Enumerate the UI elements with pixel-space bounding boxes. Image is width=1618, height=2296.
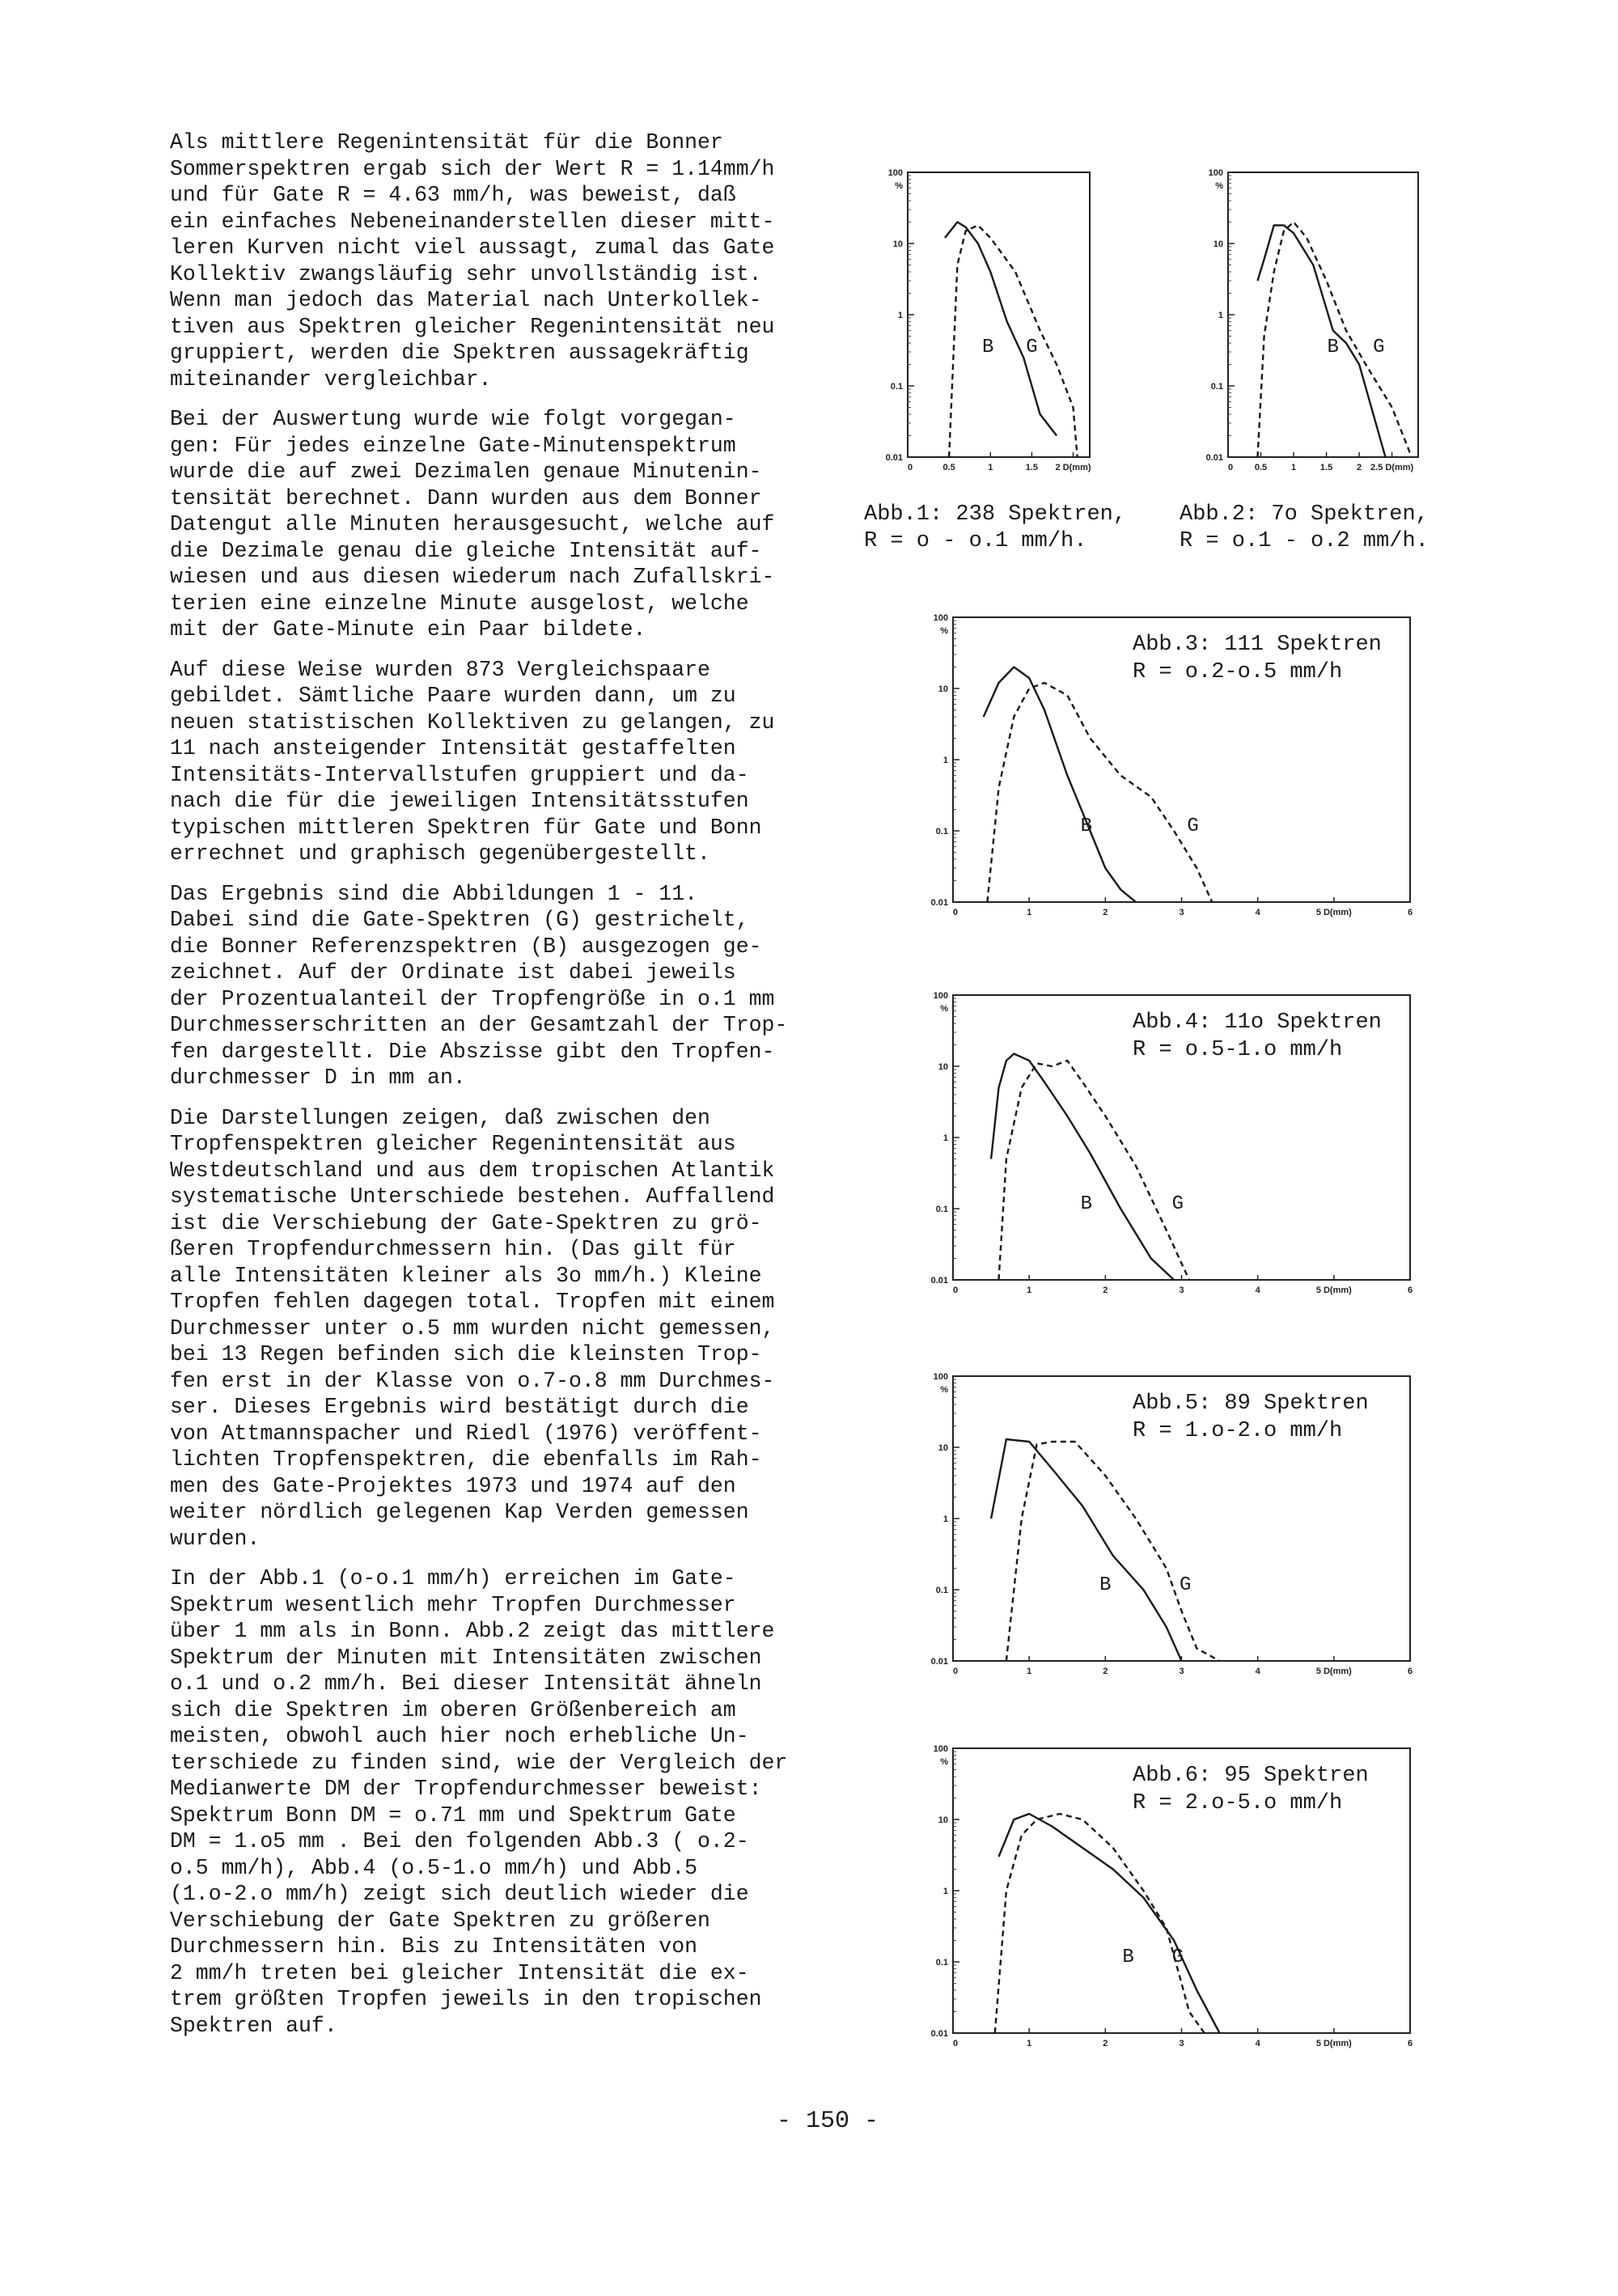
caption-abb1: Abb.1: 238 Spektren, R = o - o.1 mm/h.	[864, 502, 1127, 553]
series-gate-label: G	[1180, 1574, 1192, 1596]
x-tick-label: 1	[1290, 463, 1297, 472]
y-tick-label: 0.1	[935, 827, 948, 837]
chart-inset-label: R = 2.o-5.o mm/h	[1133, 1791, 1343, 1815]
series-gate-label: G	[1171, 1947, 1184, 1968]
x-tick-label: 6	[1407, 2039, 1413, 2048]
y-tick-label: 100	[1208, 168, 1223, 178]
y-tick-label: 0.1	[935, 1958, 948, 1968]
y-tick-label: 1	[897, 311, 903, 320]
y-tick-label: 0.1	[935, 1586, 948, 1595]
y-tick-label: %	[1215, 181, 1223, 191]
x-tick-label: 3	[1179, 1286, 1184, 1295]
x-tick-label: 5 D(mm)	[1315, 1667, 1352, 1676]
x-tick-label: 0	[953, 1667, 959, 1676]
x-tick-label: 0	[953, 908, 959, 917]
figure-abb3	[906, 603, 1432, 926]
x-tick-label: 1	[1027, 2039, 1032, 2048]
x-tick-label: 3	[1179, 1667, 1184, 1676]
series-bonn-line	[991, 1439, 1181, 1661]
y-tick-label: 10	[892, 239, 903, 249]
y-tick-label: 10	[1213, 239, 1223, 249]
caption-abb2: Abb.2: 7o Spektren, R = o.1 - o.2 mm/h.	[1180, 502, 1429, 553]
series-gate-line	[987, 683, 1212, 902]
chart-inset-label: R = o.5-1.o mm/h	[1133, 1038, 1343, 1062]
series-bonn-line	[991, 1054, 1174, 1281]
y-tick-label: 0.01	[930, 2029, 948, 2039]
x-tick-label: 1.5	[1025, 463, 1039, 472]
chart-abb4	[906, 981, 1432, 1304]
chart-abb5	[906, 1362, 1432, 1685]
x-tick-label: 6	[1407, 1286, 1413, 1295]
x-tick-label: 6	[1407, 908, 1413, 917]
chart-abb6	[906, 1734, 1432, 2057]
y-tick-label: 100	[933, 991, 948, 1001]
x-tick-label: 0	[908, 463, 913, 472]
y-tick-label: 0.01	[930, 1276, 948, 1286]
x-tick-label: 1	[1027, 1667, 1032, 1676]
chart-abb3	[906, 603, 1432, 926]
x-tick-label: 2	[1103, 2039, 1108, 2048]
figure-abb4	[906, 981, 1432, 1304]
x-tick-label: 1.5	[1319, 463, 1333, 472]
x-tick-label: 2	[1357, 463, 1362, 472]
y-tick-label: 0.1	[890, 382, 903, 392]
x-tick-label: 0	[1228, 463, 1234, 472]
x-tick-label: 2	[1103, 1667, 1108, 1676]
chart-inset-label: Abb.6: 95 Spektren	[1133, 1764, 1369, 1788]
paragraph: Die Darstellungen zeigen, daß zwischen den Tropfenspektren gleicher Regenintensität aus Westdeutschland und aus dem tropischen Atlantik systematische Unterschiede bestehen. Auffallend ist die Verschiebung der Gate-Spektren zu grö- ßeren Tropfendurchmessern hin. (Das gilt für alle Intensitäten kleiner als 3o mm/h.) Kleine Tropfen fehlen dagegen total. Tropfen mit einem Durchmesser unter o.5 mm wurden nicht gemessen, bei 13 Regen befinden sich die kleinsten Trop- fen erst in der Klasse von o.7-o.8 mm Durchmes- ser. Dieses Ergebnis wird bestätigt durch die von Attmannspacher und Riedl (1976) veröffent- lichten Tropfenspektren, die ebenfalls im Rah- men des Gate-Projektes 1973 und 1974 auf den weiter nördlich gelegenen Kap Verden gemessen wurden.	[170, 1105, 775, 1551]
series-gate-line	[995, 1814, 1205, 2033]
y-tick-label: 0.01	[885, 453, 903, 463]
y-tick-label: %	[940, 1757, 948, 1767]
series-gate-line	[1006, 1442, 1220, 1661]
x-tick-label: 0	[953, 2039, 959, 2048]
series-bonn-label: B	[1327, 337, 1339, 359]
x-tick-label: 0	[953, 1286, 959, 1295]
y-tick-label: 10	[938, 684, 948, 694]
plot-frame	[908, 172, 1090, 457]
x-tick-label: 1	[1027, 1286, 1032, 1295]
y-tick-label: 100	[887, 168, 903, 178]
x-tick-label: 2	[1103, 908, 1108, 917]
chart-inset-label: R = 1.o-2.o mm/h	[1133, 1419, 1343, 1443]
x-tick-label: 5 D(mm)	[1315, 908, 1352, 917]
series-bonn-line	[984, 667, 1136, 903]
y-tick-label: 10	[938, 1443, 948, 1453]
chart-inset-label: Abb.3: 111 Spektren	[1133, 633, 1382, 657]
y-tick-label: 10	[938, 1062, 948, 1072]
y-tick-label: %	[940, 1385, 948, 1395]
figure-abb5	[906, 1362, 1432, 1685]
y-tick-label: 1	[942, 756, 948, 765]
y-tick-label: 0.1	[1210, 382, 1223, 392]
y-tick-label: %	[940, 626, 948, 636]
y-tick-label: 0.01	[930, 898, 948, 908]
figure-abb2	[1181, 158, 1440, 489]
y-tick-label: 100	[933, 1372, 948, 1382]
x-tick-label: 5 D(mm)	[1315, 1286, 1352, 1295]
y-tick-label: %	[895, 181, 903, 191]
y-tick-label: 0.01	[930, 1657, 948, 1667]
series-bonn-label: B	[1122, 1947, 1134, 1968]
series-bonn-line	[999, 1814, 1220, 2033]
chart-inset-label: Abb.5: 89 Spektren	[1133, 1392, 1369, 1416]
paragraph: Bei der Auswertung wurde wie folgt vorgegan- gen: Für jedes einzelne Gate-Minutenspektrum wurde die auf zwei Dezimalen genaue Minutenin- tensität berechnet. Dann wurden aus dem Bonner Datengut alle Minuten herausgesucht, welche auf die Dezimale genau die gleiche Intensität auf- wiesen und aus diesen wiederum nach Zufallskri- terien eine einzelne Minute ausgelost, welche mit der Gate-Minute ein Paar bildete.	[170, 407, 775, 642]
y-tick-label: 1	[1218, 311, 1223, 320]
x-tick-label: 4	[1255, 1286, 1260, 1295]
x-tick-label: 4	[1255, 2039, 1260, 2048]
x-tick-label: 6	[1407, 1667, 1413, 1676]
figure-abb6	[906, 1734, 1432, 2057]
y-tick-label: %	[940, 1004, 948, 1014]
chart-inset-label: Abb.4: 11o Spektren	[1133, 1010, 1382, 1035]
series-gate-line	[949, 226, 1078, 458]
paragraph: Auf diese Weise wurden 873 Vergleichspaare gebildet. Sämtliche Paare wurden dann, um zu neuen statistischen Kollektiven zu gelangen, zu 11 nach ansteigender Intensität gestaffelten Intensitäts-Intervallstufen gruppiert und da- nach die für die jeweiligen Intensitätsstufen typischen mittleren Spektren für Gate und Bonn errechnet und graphisch gegenübergestellt.	[170, 657, 775, 866]
x-tick-label: 4	[1255, 1667, 1260, 1676]
series-bonn-label: B	[1080, 815, 1092, 837]
x-tick-label: 2.5 D(mm)	[1370, 463, 1414, 472]
series-gate-line	[999, 1061, 1189, 1280]
series-gate-label: G	[1373, 337, 1385, 359]
paragraph: Das Ergebnis sind die Abbildungen 1 - 11. Dabei sind die Gate-Spektren (G) gestrichelt, die Bonner Referenzspektren (B) ausgezogen ge- zeichnet. Auf der Ordinate ist dabei jeweils der Prozentualanteil der Tropfengröße in o.1 mm Durchmesserschritten an der Gesamtzahl der Trop- fen dargestellt. Die Abszisse gibt den Tropfen- durchmesser D in mm an.	[170, 881, 788, 1090]
x-tick-label: 5 D(mm)	[1315, 2039, 1352, 2048]
figure-abb1	[866, 158, 1108, 489]
series-bonn-label: B	[1099, 1574, 1112, 1596]
series-gate-label: G	[1187, 815, 1199, 837]
x-tick-label: 0.5	[1254, 463, 1268, 472]
x-tick-label: 0.5	[942, 463, 955, 472]
paragraph: Als mittlere Regenintensität für die Bonner Sommerspektren ergab sich der Wert R = 1.14mm/h und für Gate R = 4.63 mm/h, was beweist, daß ein einfaches Nebeneinanderstellen dieser mitt- leren Kurven nicht viel aussagt, zumal das Gate Kollektiv zwangsläufig sehr unvollständig ist. Wenn man jedoch das Material nach Unterkollek- tiven aus Spektren gleicher Regenintensität neu gruppiert, werden die Spektren aussagekräftig miteinander vergleichbar.	[170, 130, 775, 392]
x-tick-label: 1	[1027, 908, 1032, 917]
y-tick-label: 100	[933, 613, 948, 623]
y-tick-label: 1	[942, 1133, 948, 1143]
y-tick-label: 10	[938, 1815, 948, 1825]
x-tick-label: 3	[1179, 2039, 1184, 2048]
y-tick-label: 1	[942, 1514, 948, 1524]
chart-inset-label: R = o.2-o.5 mm/h	[1133, 660, 1343, 684]
paragraph: In der Abb.1 (o-o.1 mm/h) erreichen im Gate- Spektrum wesentlich mehr Tropfen Durchmesser über 1 mm als in Bonn. Abb.2 zeigt das mittlere Spektrum der Minuten mit Intensitäten zwischen o.1 und o.2 mm/h. Bei dieser Intensität ähneln sich die Spektren im oberen Größenbereich am meisten, obwohl auch hier noch erhebliche Un- terschiede zu finden sind, wie der Vergleich der Medianwerte DM der Tropfendurchmesser beweist: Spektrum Bonn DM = o.71 mm und Spektrum Gate DM = 1.o5 mm . Bei den folgenden Abb.3 ( o.2- o.5 mm/h), Abb.4 (o.5-1.o mm/h) und Abb.5 (1.o-2.o mm/h) zeigt sich deutlich wieder die Verschiebung der Gate Spektren zu größeren Durchmessern hin. Bis zu Intensitäten von 2 mm/h treten bei gleicher Intensität die ex- trem größten Tropfen jeweils in den tropischen Spektren auf.	[170, 1566, 788, 2038]
x-tick-label: 2 D(mm)	[1055, 463, 1091, 472]
chart-abb2	[1181, 158, 1440, 489]
plot-frame	[1228, 172, 1418, 457]
x-tick-label: 1	[988, 463, 993, 472]
body-text-column	[170, 129, 817, 2052]
x-tick-label: 3	[1179, 908, 1184, 917]
y-tick-label: 100	[933, 1744, 948, 1754]
series-gate-label: G	[1026, 337, 1038, 359]
chart-abb1	[866, 158, 1108, 489]
page-number: - 150 -	[777, 2107, 879, 2135]
x-tick-label: 4	[1255, 908, 1260, 917]
series-bonn-label: B	[1080, 1193, 1092, 1215]
x-tick-label: 2	[1103, 1286, 1108, 1295]
y-tick-label: 0.1	[935, 1205, 948, 1214]
y-tick-label: 0.01	[1205, 453, 1223, 463]
y-tick-label: 1	[942, 1887, 948, 1896]
series-gate-label: G	[1171, 1193, 1184, 1215]
series-bonn-label: B	[982, 337, 994, 359]
